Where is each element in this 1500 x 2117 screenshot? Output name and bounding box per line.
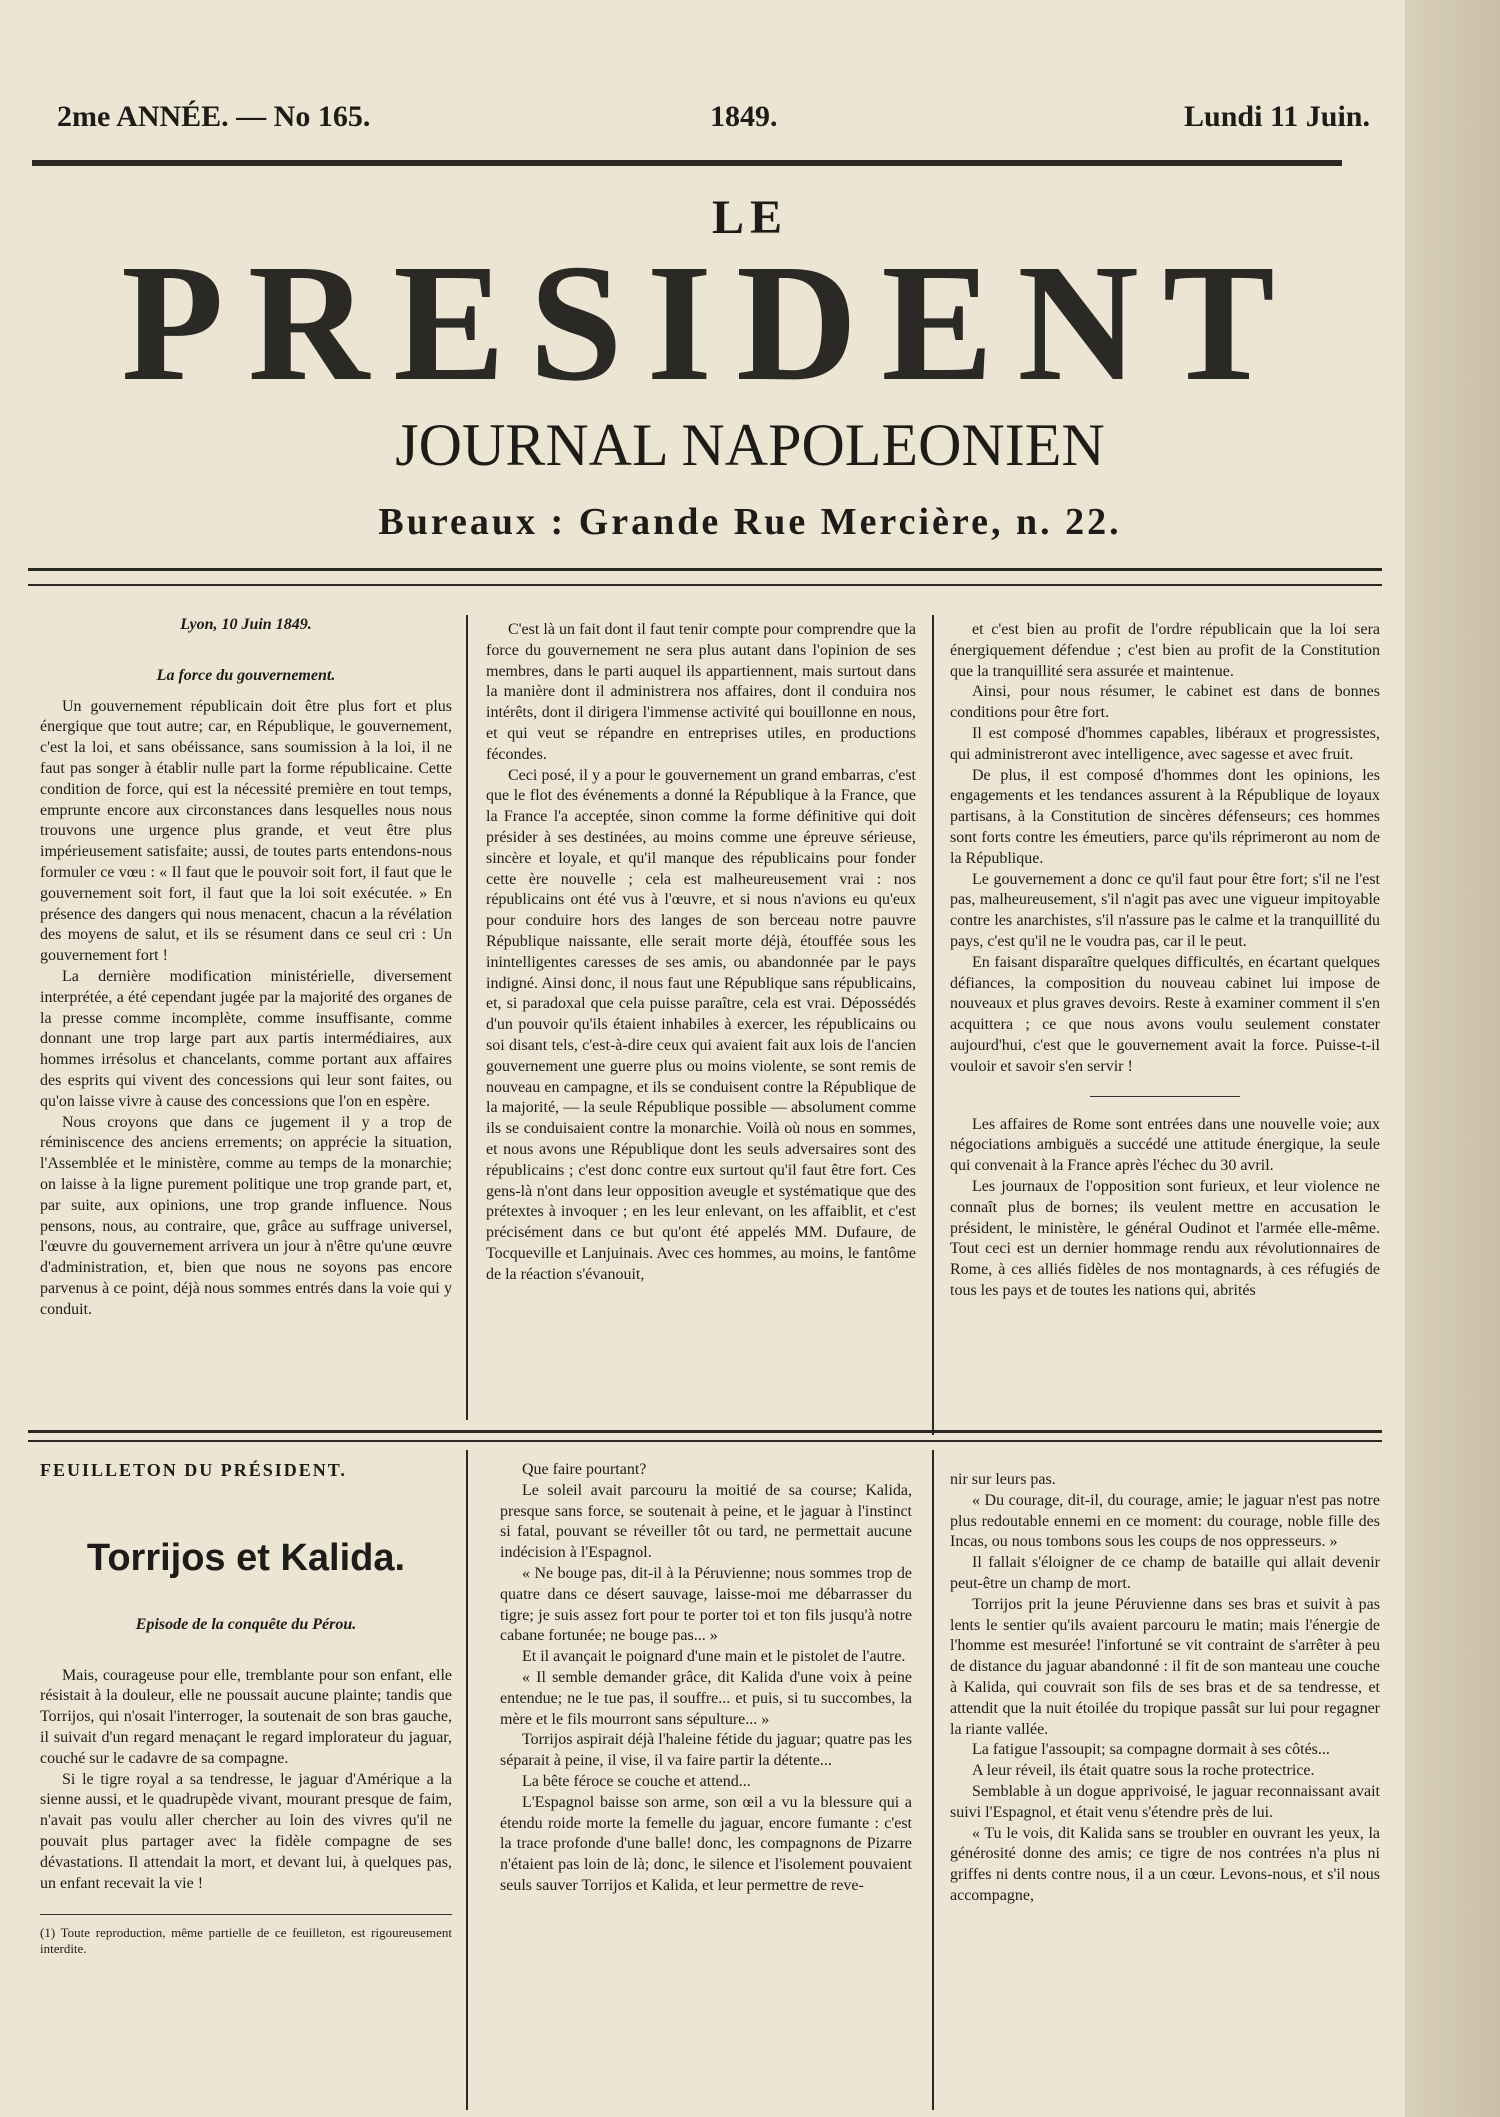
feuilleton-label: FEUILLETON DU PRÉSIDENT.	[40, 1460, 347, 1480]
article-paragraph: Ainsi, pour nous résumer, le cabinet est dans de bonnes conditions pour être fort.	[950, 683, 1380, 722]
issue-date: Lundi 11 Juin.	[1184, 100, 1370, 133]
page-edge	[1405, 0, 1500, 2117]
story-paragraph: Torrijos aspirait déjà l'haleine fétide du jaguar; quatre pas les séparait à peine, il vise, il va faire partir la détente...	[500, 1731, 912, 1770]
story-paragraph: Que faire pourtant?	[522, 1461, 647, 1478]
article-paragraph: De plus, il est composé d'hommes dont les opinions, les engagements et les tendances assurent à la République de loyaux partisans, à la Constitution de sincères défenseurs; ces hommes sont forts contre les émeutiers, parce qu'ils réprimeront au nom de la République.	[950, 766, 1380, 867]
story-paragraph: « Tu le vois, dit Kalida sans se troubler en ouvrant les yeux, la générosité donne des amis; ce tigre de nos contrées n'a plus ni griffes ni dents contre nous, il a un cœur. Levons-nous, et s'il nous accompagne,	[950, 1824, 1380, 1904]
masthead-rule-1	[28, 568, 1382, 571]
news-paragraph: Les journaux de l'opposition sont furieux, et leur violence ne connaît plus de bornes; ils veulent mettre en accusation le président, le ministère, le général Oudinot et l'armée elle-même. Tout ceci est un dernier hommage rendu aux révolutionnaires de Rome, à ces alliés fidèles de nos montagnards, à ces réfugiés de tous les pays et de toutes les nations qui, abrités	[950, 1177, 1380, 1299]
masthead-rule-2	[28, 584, 1382, 586]
masthead-le: LE	[711, 191, 789, 244]
news-paragraph: Les affaires de Rome sont entrées dans une nouvelle voie; aux négociations ambiguës a succédé une attitude énergique, la seule qui convenait à la France après l'échec du 30 avril.	[950, 1115, 1380, 1175]
article-paragraph: Ceci posé, il y a pour le gouvernement un grand embarras, c'est que le flot des événements a donné la République à la France, que la France l'a acceptée, sinon comme la forme définitive qui doit présider à ses destinées, au moins comme une épreuve sérieuse, sincère et loyale, et qu'il manque des républicains pour fonder cette ère nouvelle ; cela est malheureusement vrai : nos républicains ont été vus à l'œuvre, et si nous n'avions eu qu'eux pour conduire hors des langes de son berceau notre pauvre République naissante, elle serait morte déjà, étouffée sous les inintelligentes caresses de ses amis, ou abandonnée par le pays indigné. Ainsi donc, il nous faut une République sans républicains, et, si paradoxal que cela puisse paraître, cela est vrai. Dépossédés d'un pouvoir qu'ils étaient inhabiles à exercer, les républicains ou soi disant tels, c'est-à-dire ceux qui avaient fait aux lois de l'ancien gouvernement une guerre plus ou moins violente, se sont remis de nouveau en campagne, et ils se conduisent contre la République de la majorité, — la seule République possible — absolument comme ils se conduisaient contre la monarchie. Voilà où nous en sommes, et nous avons une République dont les seuls adversaires sont des républicains ; c'est donc contre eux surtout qu'il faut être fort. Ces gens-là n'ont dans leur opposition aveugle et systématique que des prétextes à invoquer ; en les leur enlevant, on les affaiblit, et c'est précisément dans ce but qu'ont été appelés MM. Dufaure, de Tocqueville et Lanjuinais. Avec ces hommes, au moins, le fantôme de la réaction s'évanouit,	[486, 766, 916, 1283]
article-paragraph: Nous croyons que dans ce jugement il y a trop de réminiscence des anciens errements; on apprécie la situation, l'Assemblée et le ministère, comme au temps de la monarchie; on laisse à la ligne purement politique une trop grande part, et, par suite, aux opinions, une trop grande influence. Nous pensons, nous, au contraire, que, grâce au suffrage universel, l'œuvre du gouvernement arrivera un jour à n'être qu'une œuvre d'administration, et, bien que nous ne soyons pas encore parvenus à ce point, déjà nous sommes entrés dans la voie qui y conduit.	[40, 1113, 452, 1318]
article-paragraph: Un gouvernement républicain doit être plus fort et plus énergique que tout autre; car, en République, le gouvernement, c'est la loi, et sans obéissance, sans soumission à la loi, il ne faut pas songer à établir nulle part la forme républicaine. Cette condition de force, qui est la nécessité première en tout temps, emprunte encore aux circonstances dans lesquelles nous nous trouvons une urgence plus grande, et veut être plus impérieusement satisfaite; aussi, de toutes parts entendons-nous formuler ce vœu : « Il faut que le pouvoir soit fort, il faut que le gouvernement soit fort, il faut que la loi soit exécutée. » En présence des dangers qui nous menacent, chacun a la révélation des moyens de salut, et ils se résument dans ce seul cri : Un gouvernement fort !	[40, 697, 452, 965]
issue-number: 2me ANNÉE. — No 165.	[57, 100, 371, 133]
article-paragraph: C'est là un fait dont il faut tenir compte pour comprendre que la force du gouvernement ne sera plus autant dans l'opinion de ses membres, dans le parti auquel ils appartiennent, mais surtout dans la manière dont il administrera nos affaires, dont il conduira nos intérêts, dont il dirigera l'immense activité qui bouillonne en nous, et qui veut se répandre en entreprises utiles, en productions fécondes.	[486, 621, 916, 763]
footnote: (1) Toute reproduction, même partielle de ce feuilleton, est rigoureusement interdite.	[40, 1914, 452, 1957]
section-separator	[1090, 1096, 1241, 1097]
article-paragraph: Il est composé d'hommes capables, libéraux et progressistes, qui administreront avec intelligence, avec sagesse et avec fruit.	[950, 724, 1380, 763]
masthead-address: Bureaux : Grande Rue Mercière, n. 22.	[378, 501, 1122, 543]
masthead-title: PRESIDENT	[121, 230, 1299, 416]
article-paragraph: En faisant disparaître quelques difficultés, en écartant quelques défiances, la composition du nouveau cabinet lui impose de nouveaux et plus graves devoirs. Reste à examiner comment il s'en acquittera ; ce que nous avons voulu seulement constater aujourd'hui, c'est que le gouvernement avait la force. Puisse-t-il vouloir et savoir s'en servir !	[950, 953, 1380, 1075]
column-rule-1	[466, 615, 468, 1420]
story-paragraph: Et il avançait le poignard d'une main et le pistolet de l'autre.	[522, 1648, 906, 1666]
article-column-2	[486, 620, 916, 1425]
feuilleton-column-3	[950, 1470, 1380, 2110]
issue-year: 1849.	[710, 100, 778, 133]
story-paragraph: Semblable à un dogue apprivoisé, le jaguar reconnaissant avait suivi l'Espagnol, et était venu s'étendre près de lui.	[950, 1782, 1380, 1821]
feuilleton-rule-v2	[932, 1450, 934, 2110]
column-rule-2	[932, 615, 934, 1435]
article-paragraph: Le gouvernement a donc ce qu'il faut pour être fort; s'il ne l'est pas, malheureusement, s'il n'agit pas avec une vigueur impitoyable contre les anarchistes, s'il n'assure pas le calme et la tranquillité du pays, c'est qu'il ne le voudra pas, car il le peut.	[950, 870, 1380, 950]
feuilleton-column-2	[500, 1460, 912, 2100]
story-paragraph: « Il semble demander grâce, dit Kalida d'une voix à peine entendue; ne le tue pas, il souffre... et puis, si tu succombes, la mère et le fils mourront sans sépulture... »	[500, 1668, 912, 1728]
story-paragraph: Torrijos prit la jeune Péruvienne dans ses bras et suivit à pas lents le sentier qu'ils avaient parcouru le matin; mais l'énergie de l'homme est mesurée! l'infortuné se vit contraint de s'arrêter à peu de distance du jaguar abandonné : il fit de son manteau une couche à Kalida, qui couvrait son fils de ses bras et de sa tendresse, et attendit que la nuit étoilée du tropique passât sur lui pour regagner la riante vallée.	[950, 1595, 1380, 1738]
story-paragraph: nir sur leurs pas.	[950, 1471, 1056, 1488]
article-paragraph: et c'est bien au profit de l'ordre républicain que la loi sera énergiquement défendue ; c'est bien au profit de la Constitution que la tranquillité sera assurée et maintenue.	[950, 621, 1380, 680]
story-paragraph: L'Espagnol baisse son arme, son œil a vu la blessure qui a étendu roide morte la femelle du jaguar, encore fumante : c'est la trace profonde d'une balle! donc, les compagnons de Pizarre n'étaient pas loin de là; donc, le silence et l'isolement pouvaient seuls sauver Torrijos et Kalida, et leur permettre de reve-	[500, 1793, 912, 1894]
story-paragraph: « Ne bouge pas, dit-il à la Péruvienne; nous sommes trop de quatre dans ce désert sauvage, laisse-moi me débarrasser du tigre; je suis assez fort pour te porter toi et ton fils jusqu'à notre cabane fortunée; ne bouge pas... »	[500, 1564, 912, 1645]
story-paragraph: A leur réveil, ils était quatre sous la roche protectrice.	[972, 1762, 1315, 1780]
story-paragraph: Le soleil avait parcouru la moitié de sa course; Kalida, presque sans force, se soutenait à peine, et le jaguar à l'instinct si fatal, pouvant se réveiller tôt ou tard, ne permettait aucune indécision à l'Espagnol.	[500, 1481, 912, 1562]
story-paragraph: La fatigue l'assoupit; sa compagne dormait à ses côtés...	[972, 1741, 1330, 1759]
feuilleton-rule-v1	[466, 1450, 468, 2110]
article-heading: La force du gouvernement.	[156, 666, 336, 684]
story-paragraph: Si le tigre royal a sa tendresse, le jaguar d'Amérique a la sienne aussi, et le quadrupède vivant, mourant presque de faim, n'avait pas voulu aller chercher au loin des vivres qu'il ne pouvait plus partager avec la fidèle compagne de ses dévastations. Il attendait la mort, et devant lui, à quelques pas, un enfant recevait la vie !	[40, 1770, 452, 1892]
article-column-3	[950, 620, 1380, 1430]
article-dateline: Lyon, 10 Juin 1849.	[180, 616, 312, 633]
article-paragraph: La dernière modification ministérielle, diversement interprétée, a été cependant jugée par la majorité des organes de la presse comme incomplète, comme insuffisante, comme donnant une trop large part aux partis intermédiaires, aux hommes irrésolus et chancelants, comme portant aux affaires des esprits qui vivent des concessions qui leur sont faites, ou qu'on laisse vivre à cause des concessions que l'on en espère.	[40, 967, 452, 1110]
story-paragraph: « Du courage, dit-il, du courage, amie; le jaguar n'est pas notre plus redoutable ennemi en ce moment: du courage, noble fille des Incas, ou nous tombons sous les coups de nos oppresseurs. »	[950, 1491, 1380, 1551]
story-paragraph: Il fallait s'éloigner de ce champ de bataille qui allait devenir peut-être un champ de mort.	[950, 1554, 1380, 1592]
feuilleton-rule-2	[28, 1440, 1382, 1442]
top-rule	[32, 160, 1342, 166]
story-episode: Episode de la conquête du Pérou.	[135, 1615, 357, 1633]
story-paragraph: Mais, courageuse pour elle, tremblante pour son enfant, elle résistait à la douleur, elle ne poussait aucune plainte; tandis que Torrijos, qui n'osait l'interroger, la soutenait de son bras gauche, il suivait d'un regard menaçant le regard implorateur du jaguar, couché sur le cadavre de sa compagne.	[40, 1666, 452, 1767]
story-paragraph: La bête féroce se couche et attend...	[522, 1772, 751, 1790]
masthead-subtitle: JOURNAL NAPOLEONIEN	[395, 412, 1105, 478]
story-title: Torrijos et Kalida.	[86, 1536, 406, 1579]
article-column-1	[40, 615, 452, 1410]
feuilleton-column-1	[40, 1460, 452, 2090]
feuilleton-rule-1	[28, 1430, 1382, 1433]
